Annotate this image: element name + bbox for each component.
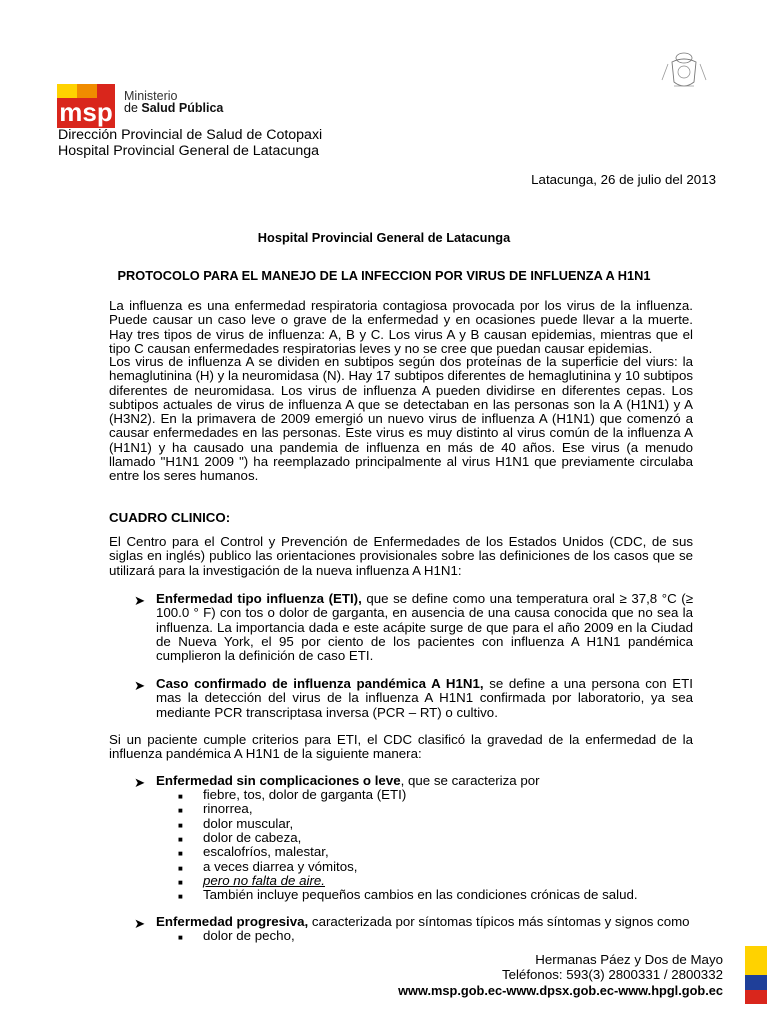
- square-bullet-icon: ■: [178, 892, 183, 902]
- square-bullet-icon: ■: [178, 792, 183, 801]
- bullet-caso-confirmado: Caso confirmado de influenza pandémica A H1N1, se define a una persona con ETI mas la detección del virus de la influenza A H1N1 confirmada por laboratorio, ya sea mediante PCR transcriptasa inversa (PCR – RT) o cultivo.: [156, 676, 693, 720]
- list-item: pero no falta de aire.: [203, 872, 325, 888]
- hospital-title: Hospital Provincial General de Latacunga: [257, 230, 511, 245]
- header-hospital: Hospital Provincial General de Latacunga: [58, 143, 320, 159]
- intro-paragraph-2: Los virus de influenza A se dividen en subtipos según dos proteínas de la superficie del viurs: la hemaglutinina (H) y la neuromidasa (N). Hay 17 subtipos diferentes de hemaglutinina y 10 subtipos diferentes de neuromidasa. Los virus de influenza A pueden dividirse en diferentes cepas. Los subtipos actuales de virus de influenza A que se detectaban en las personas son la A (H1N1) y A (H3N2). En la primavera de 2009 emergió un nuevo virus de influenza A (H1N1) que comenzó a causar enfermedades en las personas. Este virus es muy distinto al virus común de la influenza A (H1N1) y ha causado una pandemia de influenza en más de 40 años. Ese virus (a menudo llamado "H1N1 2009 ") ha reemplazado principalmente al virus H1N1 que previamente circulaba entre los seres humanos.: [109, 354, 693, 484]
- square-bullet-icon: ■: [178, 834, 183, 844]
- ministerio-wordmark: [116, 84, 226, 128]
- square-bullet-icon: ■: [178, 806, 183, 816]
- list-item: dolor de pecho,: [203, 928, 295, 943]
- list-item: a veces diarrea y vómitos,: [203, 858, 358, 874]
- coat-of-arms-icon: [658, 44, 710, 92]
- list-item: dolor de cabeza,: [203, 829, 302, 845]
- document-date: Latacunga, 26 de julio del 2013: [531, 172, 716, 187]
- list-item: También incluye pequeños cambios en las condiciones crónicas de salud.: [203, 887, 638, 903]
- header-direccion: Dirección Provincial de Salud de Cotopaxi: [58, 127, 323, 143]
- section-heading: CUADRO CLINICO:: [109, 510, 231, 525]
- list-item: dolor muscular,: [203, 815, 294, 831]
- bullet-leve: Enfermedad sin complicaciones o leve, que se caracteriza por: [156, 773, 540, 788]
- footer-websites[interactable]: www.msp.gob.ec-www.dpsx.gob.ec-www.hpgl.gob.ec: [398, 983, 723, 998]
- list-item: rinorrea,: [203, 801, 253, 817]
- msp-logo-mark: [57, 84, 115, 128]
- severity-paragraph: Si un paciente cumple criterios para ETI, el CDC clasificó la gravedad de la enfermedad de la influenza pandémica A H1N1 de la siguiente manera:: [109, 732, 693, 762]
- msp-logo: [57, 84, 237, 128]
- arrow-bullet-icon: ➤: [134, 775, 146, 790]
- square-bullet-icon: ■: [178, 933, 183, 942]
- logo-line2: de Salud Pública: [124, 101, 224, 115]
- bullet-progresiva: Enfermedad progresiva, caracterizada por síntomas típicos más síntomas y signos como: [156, 914, 690, 929]
- ecuador-flag-icon: [745, 946, 767, 1004]
- cdc-paragraph: El Centro para el Control y Prevención de Enfermedades de los Estados Unidos (CDC, de sus siglas en inglés) publico las orientaciones provisionales sobre las definiciones de los casos que se utilizará para la investigación de la nueva influenza A H1N1:: [109, 534, 693, 578]
- square-bullet-icon: ■: [178, 863, 183, 873]
- intro-paragraph-1: La influenza es una enfermedad respiratoria contagiosa provocada por los virus de la influenza. Puede causar un caso leve o grave de la enfermedad y en ocasiones puede llevar a la muerte. Hay tres tipos de virus de influenza: A, B y C. Los virus A y B causan epidemias, mientras que el tipo C causan enfermedades respiratorias leves y no se cree que puedan causar epidemias.: [109, 298, 693, 356]
- arrow-bullet-icon: ➤: [134, 593, 146, 608]
- footer-address: Hermanas Páez y Dos de Mayo: [535, 952, 723, 967]
- square-bullet-icon: ■: [178, 849, 183, 859]
- square-bullet-icon: ■: [178, 877, 183, 887]
- square-bullet-icon: ■: [178, 820, 183, 830]
- svg-text:msp: msp: [59, 97, 113, 127]
- logo-line1: Ministerio: [124, 89, 178, 103]
- arrow-bullet-icon: ➤: [134, 678, 146, 693]
- protocol-title: PROTOCOLO PARA EL MANEJO DE LA INFECCION POR VIRUS DE INFLUENZA A H1N1: [117, 268, 651, 283]
- arrow-bullet-icon: ➤: [134, 916, 146, 931]
- bullet-eti: Enfermedad tipo influenza (ETI), que se define como una temperatura oral ≥ 37,8 °C (≥ 100.0 ° F) con tos o dolor de garganta, en ausencia de una causa conocida que no sea la influenza. La importancia dada e este acápite surge de que para el año 2009 en la Ciudad de Nueva York, el 95 por ciento de los pacientes con influenza A H1N1 pandémica cumplieron la definición de caso ETI.: [156, 591, 694, 664]
- list-item: escalofríos, malestar,: [203, 844, 329, 860]
- list-item: fiebre, tos, dolor de garganta (ETI): [203, 787, 407, 802]
- footer-phones: Teléfonos: 593(3) 2800331 / 2800332: [501, 967, 723, 982]
